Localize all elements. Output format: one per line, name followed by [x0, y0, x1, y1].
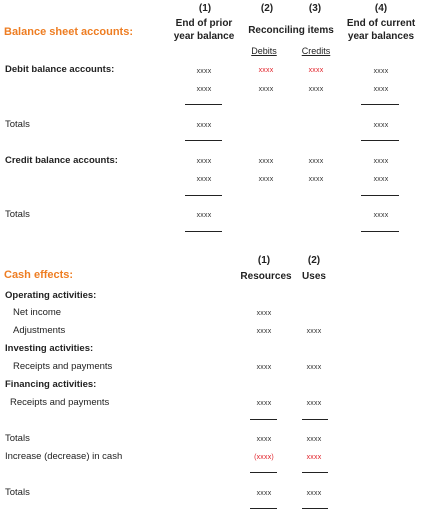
investing-activities-label: Investing activities: [5, 343, 94, 354]
net-income-resources: xxxx [256, 310, 272, 317]
financing-uses: xxxx [306, 400, 322, 407]
final-col2-rule [302, 508, 328, 509]
financing-activities-label: Financing activities: [5, 379, 97, 390]
final-col1-rule [250, 508, 277, 509]
net-income-label: Net income [13, 307, 62, 318]
credit-r2-col1: xxxx [196, 176, 212, 183]
credit-r2-debits: xxxx [258, 176, 274, 183]
debit-r1-col4: xxxx [373, 68, 389, 75]
cash-totals-label: Totals [5, 433, 30, 444]
debit-r1-col1: xxxx [196, 68, 212, 75]
adjustments-label: Adjustments [13, 325, 66, 336]
investing-uses: xxxx [306, 364, 322, 371]
col4-header-line1: End of current [346, 18, 416, 29]
debit-r1-debits: xxxx [258, 67, 274, 74]
credit-balance-label: Credit balance accounts: [5, 155, 118, 166]
debit-balance-label: Debit balance accounts: [5, 64, 115, 75]
balance-sheet-title: Balance sheet accounts: [4, 26, 133, 38]
credit-totals-label: Totals [5, 209, 30, 220]
credit-r1-col4: xxxx [373, 158, 389, 165]
debit-totals-col1-rule [185, 140, 222, 141]
adjustments-uses: xxxx [306, 328, 322, 335]
credit-totals-col1-rule [185, 231, 222, 232]
col1-number: (1) [198, 3, 212, 14]
financing-receipts-label: Receipts and payments [10, 397, 110, 408]
credit-totals-col1: xxxx [196, 212, 212, 219]
debit-totals-col1: xxxx [196, 122, 212, 129]
uses-number: (2) [307, 255, 321, 266]
debit-r2-col4: xxxx [373, 86, 389, 93]
col1-header-line2: year balance [173, 31, 235, 42]
cash-col2-rule [302, 419, 328, 420]
increase-resources: (xxxx) [254, 454, 274, 461]
cash-col1-rule [250, 419, 277, 420]
investing-receipts-label: Receipts and payments [13, 361, 113, 372]
col4-number: (4) [374, 3, 388, 14]
increase-col1-rule [250, 472, 277, 473]
operating-activities-label: Operating activities: [5, 290, 97, 301]
credit-totals-col4: xxxx [373, 212, 389, 219]
resources-number: (1) [257, 255, 271, 266]
col1-header-line1: End of prior [175, 18, 233, 29]
final-totals-label: Totals [5, 487, 30, 498]
final-totals-uses: xxxx [306, 490, 322, 497]
debit-r2-debits: xxxx [258, 86, 274, 93]
final-totals-resources: xxxx [256, 490, 272, 497]
cash-totals-resources: xxxx [256, 436, 272, 443]
increase-col2-rule [302, 472, 328, 473]
credit-r1-col1: xxxx [196, 158, 212, 165]
col4-header-line2: year balances [347, 31, 415, 42]
resources-header: Resources [240, 271, 292, 282]
adjustments-resources: xxxx [256, 328, 272, 335]
debit-totals-label: Totals [5, 119, 30, 130]
investing-resources: xxxx [256, 364, 272, 371]
col3-number: (3) [308, 3, 322, 14]
cash-totals-uses: xxxx [306, 436, 322, 443]
uses-header: Uses [302, 271, 326, 282]
credit-col1-rule [185, 195, 222, 196]
debit-totals-col4-rule [361, 140, 399, 141]
financing-resources: xxxx [256, 400, 272, 407]
credit-totals-col4-rule [361, 231, 399, 232]
credit-col4-rule [361, 195, 399, 196]
debit-r2-col1: xxxx [196, 86, 212, 93]
debit-col1-rule [185, 104, 222, 105]
debits-header: Debits [251, 46, 277, 56]
credit-r1-debits: xxxx [258, 158, 274, 165]
increase-decrease-label: Increase (decrease) in cash [5, 451, 123, 462]
debit-r1-credits: xxxx [308, 67, 324, 74]
increase-uses: xxxx [306, 454, 322, 461]
credit-r1-credits: xxxx [308, 158, 324, 165]
debit-col4-rule [361, 104, 399, 105]
debit-r2-credits: xxxx [308, 86, 324, 93]
credit-r2-col4: xxxx [373, 176, 389, 183]
credits-header: Credits [301, 46, 331, 56]
cash-effects-title: Cash effects: [4, 269, 74, 281]
col2-number: (2) [260, 3, 274, 14]
reconciling-items-header: Reconciling items [248, 25, 334, 36]
debit-totals-col4: xxxx [373, 122, 389, 129]
credit-r2-credits: xxxx [308, 176, 324, 183]
